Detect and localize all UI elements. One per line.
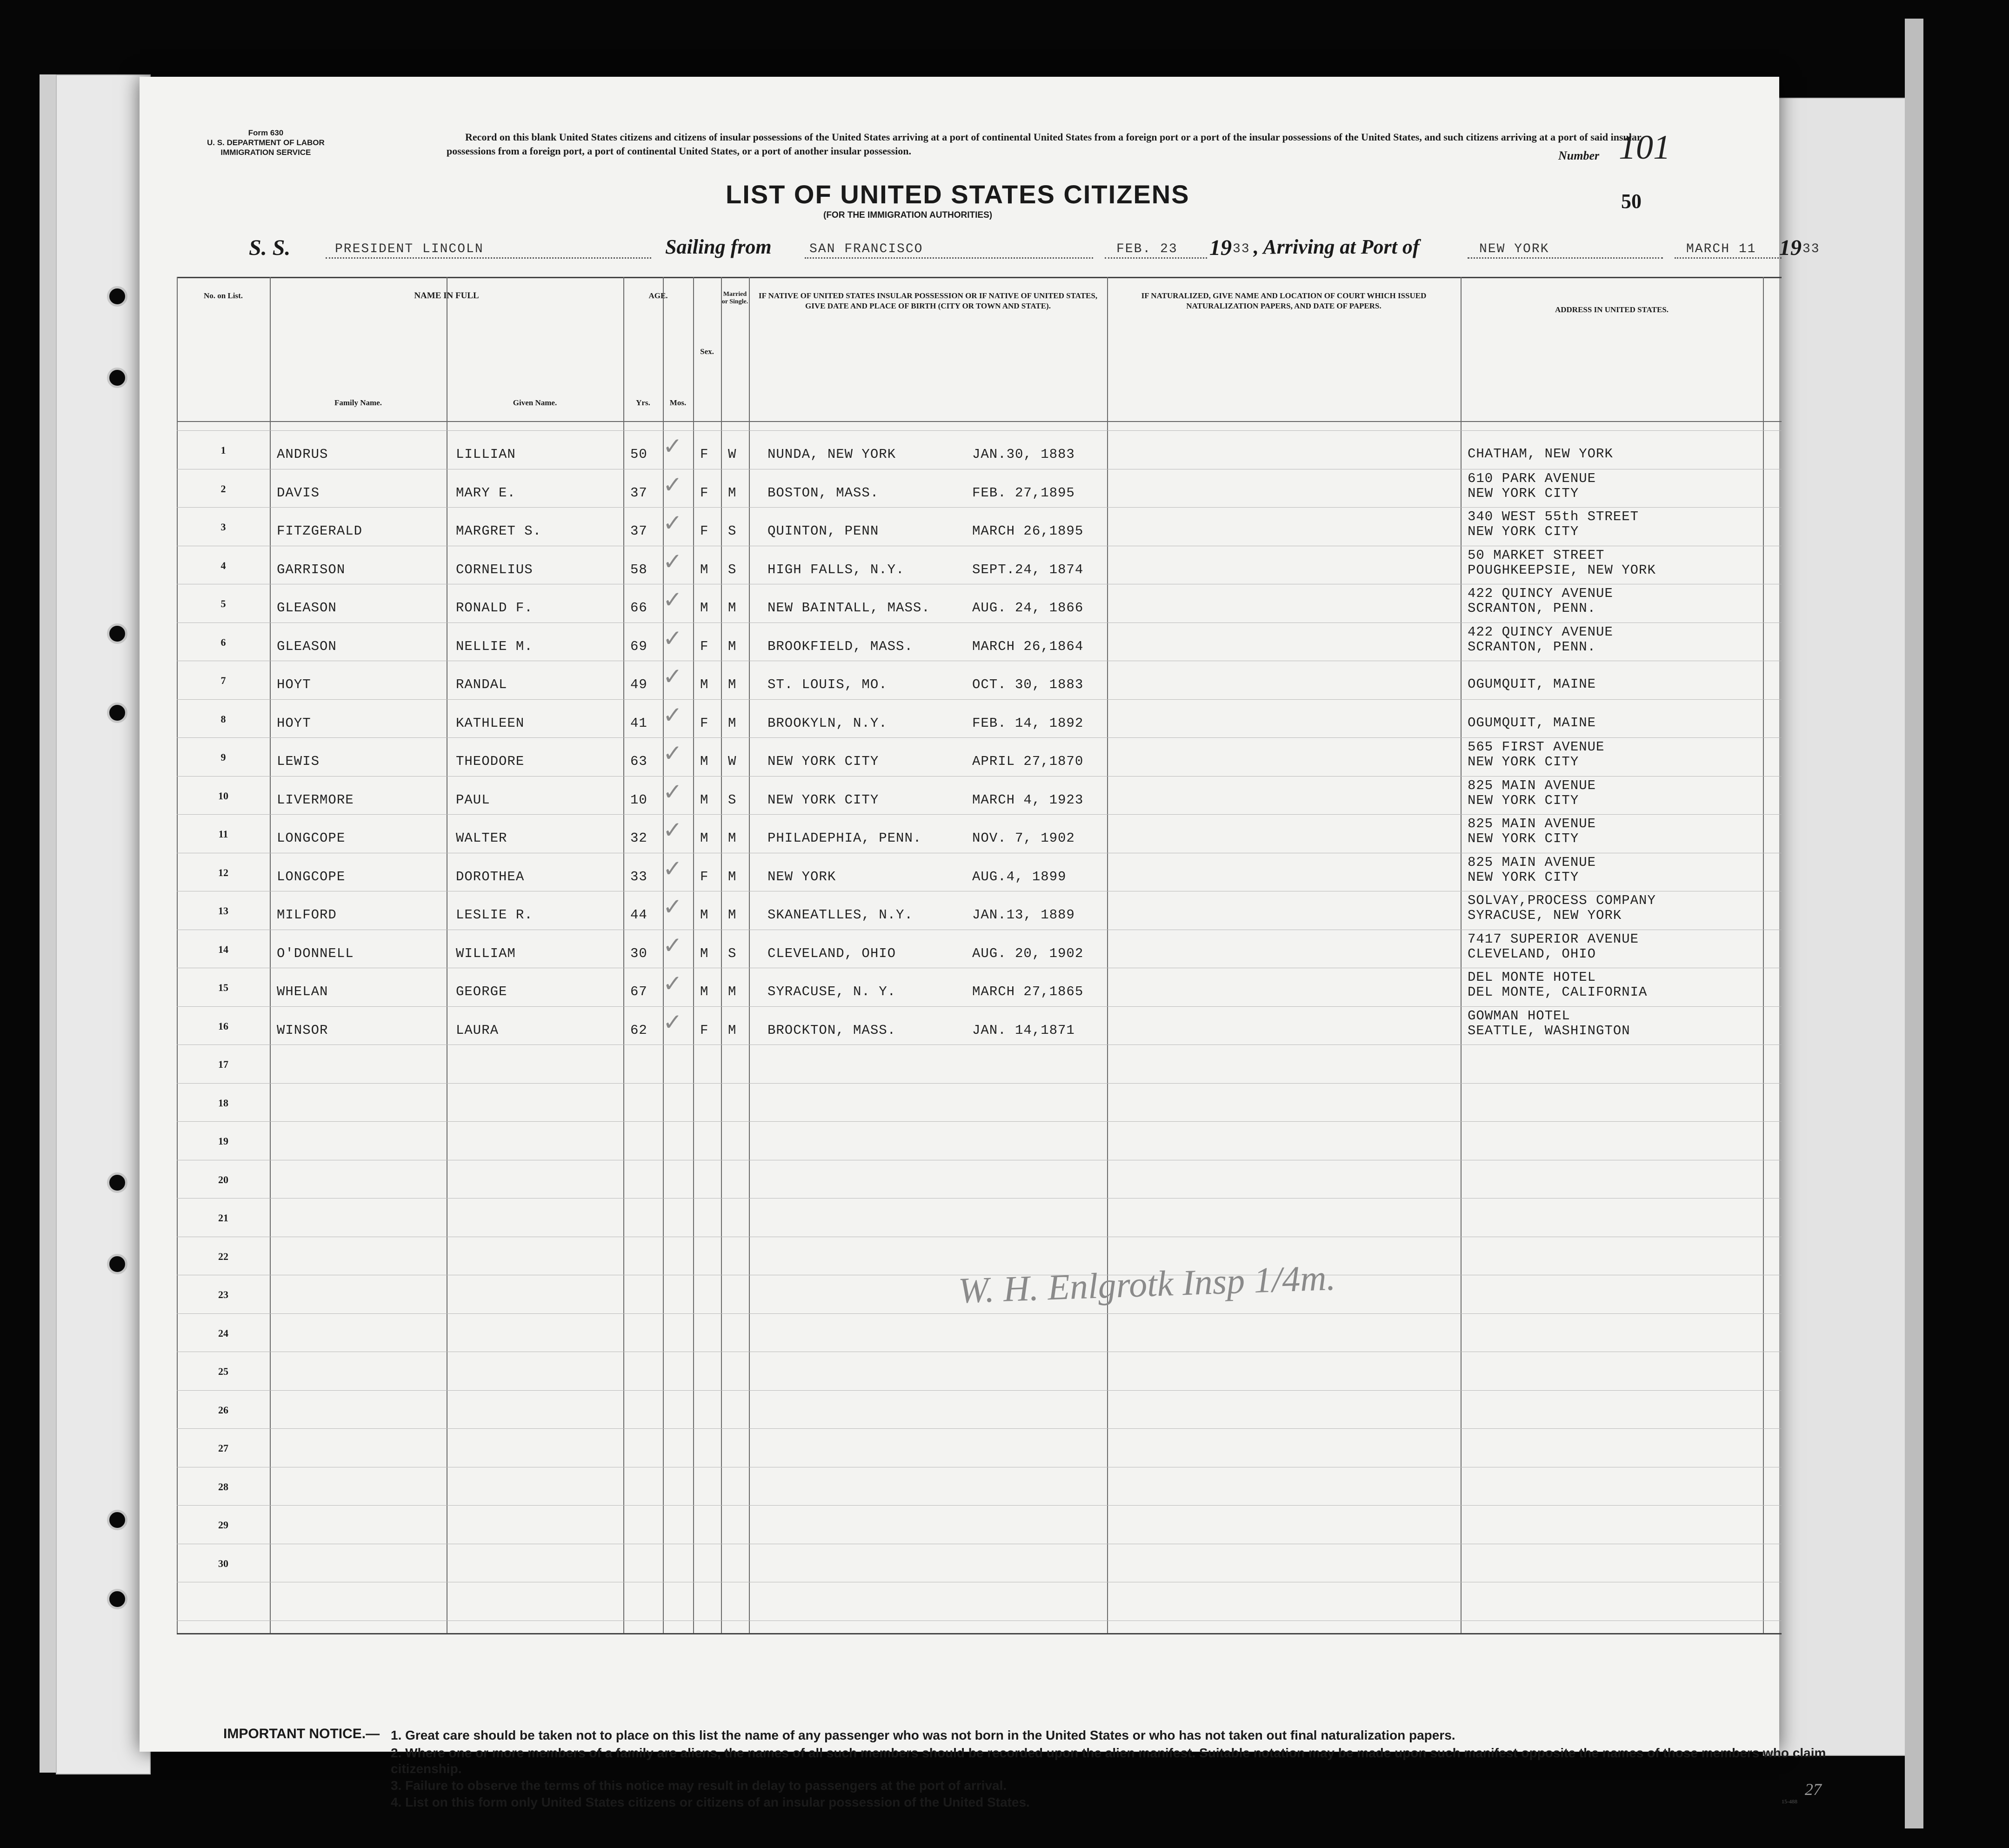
- given-name: KATHLEEN: [456, 715, 525, 731]
- address: [1468, 817, 1596, 846]
- col-divider: [270, 277, 271, 1633]
- birth-date: AUG. 20, 1902: [972, 945, 1084, 961]
- sex: F: [700, 869, 709, 884]
- sex: M: [700, 945, 709, 961]
- age-years: 44: [630, 907, 647, 923]
- address-line: 825 MAIN AVENUE: [1468, 854, 1596, 870]
- arrival-date-underline: [1675, 257, 1782, 259]
- address: [1468, 740, 1604, 770]
- address-line: OGUMQUIT, MAINE: [1468, 715, 1596, 730]
- check-mark: ✓: [663, 509, 682, 536]
- row-number: 6: [220, 636, 226, 648]
- given-name: WALTER: [456, 830, 507, 846]
- marital-status: M: [728, 638, 737, 654]
- given-name: LAURA: [456, 1022, 499, 1038]
- col-divider: [1763, 277, 1764, 1633]
- age-years: 32: [630, 830, 647, 846]
- row-number: 4: [220, 559, 226, 571]
- col-divider: [1107, 277, 1108, 1633]
- header-address: ADDRESS IN UNITED STATES.: [1555, 305, 1669, 314]
- given-name: WILLIAM: [456, 945, 516, 961]
- record-instructions: Record on this blank United States citizens and citizens of insular possessions of the United States arriving at a port of continental United States from a foreign port or a port of the insular possessions of the United States, and such citizens arriving at a port of said insular possessions from a foreign port, a port of continental United States, or a port of another insular possession.: [447, 131, 1642, 157]
- col-divider: [623, 277, 624, 1633]
- address: [1468, 471, 1596, 501]
- sex: F: [700, 485, 709, 501]
- age-years: 10: [630, 792, 647, 808]
- address-line: NEW YORK CITY: [1468, 869, 1579, 885]
- sex: M: [700, 830, 709, 846]
- check-mark: ✓: [663, 663, 682, 690]
- header-birth: IF NATIVE OF UNITED STATES INSULAR POSSESSION OR IF NATIVE OF UNITED STATES, GIVE DATE AND PLACE OF BIRTH (CITY OR TOWN AND STATE).: [758, 291, 1098, 310]
- marital-status: S: [728, 523, 737, 539]
- header-years: Yrs.: [636, 398, 650, 407]
- birth-place: HIGH FALLS, N.Y.: [768, 562, 905, 577]
- sex: M: [700, 562, 709, 577]
- check-mark: ✓: [663, 586, 682, 613]
- number-label: Number: [1558, 149, 1600, 162]
- address: [1468, 855, 1596, 885]
- marital-status: M: [728, 677, 737, 692]
- address: [1468, 716, 1596, 730]
- address-line: 340 WEST 55th STREET: [1468, 509, 1639, 524]
- row-rule: [177, 1428, 1782, 1429]
- address-line: DEL MONTE HOTEL: [1468, 970, 1596, 985]
- birth-date: MARCH 4, 1923: [972, 792, 1084, 808]
- form-code: 15-488: [1782, 1798, 1797, 1805]
- address: [1468, 893, 1656, 923]
- form-number: Form 630: [248, 128, 284, 137]
- row-number: 3: [220, 521, 226, 533]
- row-rule: [177, 1620, 1782, 1621]
- address-line: SEATTLE, WASHINGTON: [1468, 1023, 1630, 1038]
- family-name: WHELAN: [277, 984, 328, 999]
- departure-date: FEB. 23: [1116, 242, 1178, 256]
- back-page-right: [1763, 98, 1914, 1756]
- birth-place: NEW YORK CITY: [768, 754, 879, 769]
- row-number: 17: [218, 1058, 228, 1070]
- birth-date: AUG.4, 1899: [972, 869, 1067, 884]
- row-number: 5: [220, 598, 226, 609]
- arrival-date: MARCH 11: [1686, 242, 1756, 256]
- birth-place: SYRACUSE, N. Y.: [768, 984, 896, 999]
- marital-status: M: [728, 1022, 737, 1038]
- service-label: IMMIGRATION SERVICE: [220, 148, 311, 157]
- birth-place: NEW YORK: [768, 869, 836, 884]
- family-name: GLEASON: [277, 600, 337, 616]
- marital-status: M: [728, 869, 737, 884]
- sex: F: [700, 447, 709, 462]
- age-years: 69: [630, 638, 647, 654]
- given-name: GEORGE: [456, 984, 507, 999]
- row-number: 19: [218, 1135, 228, 1147]
- age-years: 33: [630, 869, 647, 884]
- given-name: NELLIE M.: [456, 638, 533, 654]
- age-years: 37: [630, 523, 647, 539]
- given-name: CORNELIUS: [456, 562, 533, 577]
- departure-year-prefix: 19: [1209, 235, 1232, 260]
- department-label: U. S. DEPARTMENT OF LABOR: [207, 138, 325, 147]
- birth-date: JAN.13, 1889: [972, 907, 1075, 923]
- check-mark: ✓: [663, 931, 682, 959]
- row-number: 22: [218, 1250, 228, 1262]
- row-number: 7: [220, 675, 226, 686]
- row-number: 11: [218, 828, 228, 840]
- address-line: GOWMAN HOTEL: [1468, 1008, 1570, 1024]
- port-to-underline: [1468, 257, 1663, 259]
- given-name: DOROTHEA: [456, 869, 525, 884]
- birth-date: MARCH 27,1865: [972, 984, 1084, 999]
- birth-place: BOSTON, MASS.: [768, 485, 879, 501]
- birth-date: OCT. 30, 1883: [972, 677, 1084, 692]
- header-naturalized: IF NATURALIZED, GIVE NAME AND LOCATION OF COURT WHICH ISSUED NATURALIZATION PAPERS, AND DATE OF PAPERS.: [1141, 291, 1427, 310]
- page-edge-right: [1905, 19, 1923, 1828]
- age-years: 58: [630, 562, 647, 577]
- header-name-in-full: NAME IN FULL: [414, 291, 479, 301]
- address-line: SCRANTON, PENN.: [1468, 601, 1596, 616]
- row-number: 23: [218, 1289, 228, 1300]
- row-rule: [177, 430, 1782, 431]
- birth-date: AUG. 24, 1866: [972, 600, 1084, 616]
- row-number: 29: [218, 1519, 228, 1531]
- birth-place: BROOKYLN, N.Y.: [768, 715, 888, 731]
- col-divider: [1461, 277, 1462, 1633]
- marital-status: M: [728, 907, 737, 923]
- ship-underline: [326, 257, 651, 259]
- row-rule: [177, 737, 1782, 738]
- marital-status: M: [728, 984, 737, 999]
- ss-label: S. S.: [249, 235, 291, 260]
- row-number: 20: [218, 1173, 228, 1185]
- check-mark: ✓: [663, 778, 682, 805]
- birth-place: NEW BAINTALL, MASS.: [768, 600, 930, 616]
- manifest-sheet: [140, 77, 1826, 1809]
- given-name: LESLIE R.: [456, 907, 533, 923]
- check-mark: ✓: [663, 855, 682, 882]
- family-name: LEWIS: [277, 754, 320, 769]
- binder-hole: [107, 1510, 127, 1530]
- header-married-single: Married or Single.: [721, 291, 748, 305]
- address: [1468, 509, 1639, 539]
- header-sex: Sex.: [700, 347, 714, 356]
- check-mark: ✓: [663, 471, 682, 498]
- birth-date: APRIL 27,1870: [972, 754, 1084, 769]
- col-divider: [177, 277, 178, 1633]
- row-number: 21: [218, 1212, 228, 1224]
- marital-status: M: [728, 715, 737, 731]
- address-line: NEW YORK CITY: [1468, 792, 1579, 808]
- address-line: NEW YORK CITY: [1468, 754, 1579, 770]
- row-rule: [177, 1313, 1782, 1314]
- pencil-page-count: 27: [1805, 1780, 1822, 1799]
- family-name: MILFORD: [277, 907, 337, 923]
- row-number: 8: [220, 713, 226, 725]
- address-line: SCRANTON, PENN.: [1468, 639, 1596, 655]
- row-rule: [177, 814, 1782, 815]
- table-top-border: [177, 277, 1782, 278]
- row-number: 27: [218, 1442, 228, 1454]
- form-identifier: [207, 128, 325, 157]
- col-divider: [749, 277, 750, 1633]
- sex: M: [700, 907, 709, 923]
- address-line: NEW YORK CITY: [1468, 524, 1579, 539]
- given-name: THEODORE: [456, 754, 525, 769]
- address-line: NEW YORK CITY: [1468, 831, 1579, 846]
- binder-hole: [107, 286, 127, 307]
- address: [1468, 586, 1613, 616]
- address-line: POUGHKEEPSIE, NEW YORK: [1468, 562, 1656, 578]
- family-name: LONGCOPE: [277, 869, 346, 884]
- row-number: 10: [218, 790, 228, 802]
- family-name: WINSOR: [277, 1022, 328, 1038]
- port-from-underline: [805, 257, 1093, 259]
- sex: F: [700, 638, 709, 654]
- birth-place: NUNDA, NEW YORK: [768, 447, 896, 462]
- binder-hole: [107, 1254, 127, 1274]
- birth-place: CLEVELAND, OHIO: [768, 945, 896, 961]
- address-line: 422 QUINCY AVENUE: [1468, 624, 1613, 640]
- row-rule: [177, 776, 1782, 777]
- family-name: LONGCOPE: [277, 830, 346, 846]
- header-bottom-border: [177, 421, 1782, 422]
- sex: F: [700, 523, 709, 539]
- row-number: 18: [218, 1097, 228, 1109]
- arrival-year-prefix: 19: [1779, 235, 1802, 260]
- address: [1468, 970, 1647, 1000]
- address: [1468, 447, 1613, 462]
- row-number: 14: [218, 943, 228, 955]
- binder-hole: [107, 623, 127, 644]
- row-number: 28: [218, 1480, 228, 1493]
- header-months: Mos.: [669, 398, 687, 407]
- row-number: 24: [218, 1327, 228, 1339]
- sex: M: [700, 754, 709, 769]
- binder-hole: [107, 1589, 127, 1609]
- age-years: 41: [630, 715, 647, 731]
- sex: M: [700, 677, 709, 692]
- sex: M: [700, 792, 709, 808]
- table-bottom-border: [177, 1633, 1782, 1634]
- inspector-signature: W. H. Enlgrotk Insp 1/4m.: [957, 1257, 1336, 1311]
- row-rule: [177, 1121, 1782, 1122]
- address-line: 7417 SUPERIOR AVENUE: [1468, 931, 1639, 947]
- given-name: LILLIAN: [456, 447, 516, 462]
- marital-status: S: [728, 945, 737, 961]
- address-line: NEW YORK CITY: [1468, 485, 1579, 501]
- age-years: 62: [630, 1022, 647, 1038]
- sex: F: [700, 1022, 709, 1038]
- marital-status: S: [728, 792, 737, 808]
- row-rule: [177, 1198, 1782, 1199]
- check-mark: ✓: [663, 817, 682, 844]
- age-years: 50: [630, 447, 647, 462]
- family-name: DAVIS: [277, 485, 320, 501]
- port-to: NEW YORK: [1479, 242, 1549, 256]
- header-given-name: Given Name.: [513, 398, 557, 407]
- ship-name: PRESIDENT LINCOLN: [335, 242, 484, 256]
- departure-date-underline: [1105, 257, 1207, 259]
- col-divider: [721, 277, 722, 1633]
- marital-status: W: [728, 447, 737, 462]
- address: [1468, 1009, 1630, 1038]
- sex: M: [700, 984, 709, 999]
- address-line: SOLVAY,PROCESS COMPANY: [1468, 893, 1656, 908]
- address: [1468, 625, 1613, 655]
- sex: M: [700, 600, 709, 616]
- row-number: 2: [220, 482, 226, 495]
- check-mark: ✓: [663, 433, 682, 460]
- family-name: O'DONNELL: [277, 945, 354, 961]
- address-line: DEL MONTE, CALIFORNIA: [1468, 984, 1648, 1000]
- family-name: LIVERMORE: [277, 792, 354, 808]
- birth-date: FEB. 27,1895: [972, 485, 1075, 501]
- birth-date: SEPT.24, 1874: [972, 562, 1084, 577]
- given-name: PAUL: [456, 792, 490, 808]
- birth-place: ST. LOUIS, MO.: [768, 677, 888, 692]
- address-line: OGUMQUIT, MAINE: [1468, 676, 1596, 692]
- notice-title: IMPORTANT NOTICE.—: [223, 1726, 380, 1741]
- birth-place: SKANEATLLES, N.Y.: [768, 907, 913, 923]
- age-years: 66: [630, 600, 647, 616]
- address-line: SYRACUSE, NEW YORK: [1468, 908, 1622, 923]
- row-rule: [177, 1390, 1782, 1391]
- binder-hole: [107, 368, 127, 388]
- family-name: GLEASON: [277, 638, 337, 654]
- birth-place: QUINTON, PENN: [768, 523, 879, 539]
- given-name: RANDAL: [456, 677, 507, 692]
- address-line: 565 FIRST AVENUE: [1468, 739, 1605, 755]
- given-name: RONALD F.: [456, 600, 533, 616]
- birth-date: JAN.30, 1883: [972, 447, 1075, 462]
- check-mark: ✓: [663, 548, 682, 575]
- given-name: MARGRET S.: [456, 523, 542, 539]
- row-number: 16: [218, 1020, 228, 1032]
- family-name: HOYT: [277, 677, 311, 692]
- marital-status: S: [728, 562, 737, 577]
- check-mark: ✓: [663, 893, 682, 920]
- birth-date: NOV. 7, 1902: [972, 830, 1075, 846]
- address-line: CLEVELAND, OHIO: [1468, 946, 1596, 962]
- row-number: 9: [220, 751, 226, 763]
- notice-item-3: 3. Failure to observe the terms of this notice may result in delay to passengers at the port of arrival.: [391, 1778, 1007, 1793]
- age-years: 49: [630, 677, 647, 692]
- header-no: No. on List.: [203, 291, 243, 300]
- row-number: 25: [218, 1366, 228, 1377]
- birth-date: MARCH 26,1895: [972, 523, 1084, 539]
- address-line: 825 MAIN AVENUE: [1468, 777, 1596, 793]
- birth-place: PHILADEPHIA, PENN.: [768, 830, 922, 846]
- address: [1468, 677, 1596, 692]
- address-line: CHATHAM, NEW YORK: [1468, 446, 1613, 462]
- address-line: 50 MARKET STREET: [1468, 547, 1605, 563]
- address: [1468, 548, 1656, 578]
- back-page-left: [56, 74, 151, 1774]
- address: [1468, 932, 1639, 962]
- row-rule: [177, 1083, 1782, 1084]
- birth-place: BROOKFIELD, MASS.: [768, 638, 913, 654]
- sex: F: [700, 715, 709, 731]
- sailing-from-label: Sailing from: [665, 235, 772, 258]
- birth-place: BROCKTON, MASS.: [768, 1022, 896, 1038]
- notice-item-4: 4. List on this form only United States citizens or citizens of an insular possession of the United States.: [391, 1795, 1030, 1809]
- row-number: 30: [218, 1557, 228, 1569]
- binder-hole: [107, 703, 127, 723]
- address-line: 422 QUINCY AVENUE: [1468, 586, 1613, 601]
- family-name: ANDRUS: [277, 447, 328, 462]
- notice-item-1: 1. Great care should be taken not to place on this list the name of any passenger who was not born in the United States or who has not taken out final naturalization papers.: [391, 1728, 1455, 1742]
- marital-status: M: [728, 830, 737, 846]
- row-rule: [177, 507, 1782, 508]
- row-number: 1: [220, 444, 226, 456]
- birth-date: JAN. 14,1871: [972, 1022, 1075, 1038]
- header-age: AGE.: [648, 291, 668, 300]
- family-name: HOYT: [277, 715, 311, 731]
- marital-status: M: [728, 485, 737, 501]
- age-years: 67: [630, 984, 647, 999]
- arriving-label: , Arriving at Port of: [1254, 235, 1420, 258]
- row-number: 12: [218, 866, 228, 878]
- row-rule: [177, 1006, 1782, 1007]
- page-number: 50: [1621, 190, 1642, 213]
- check-mark: ✓: [663, 624, 682, 652]
- notice-item-2: 2. Where one or more members of a family are aliens, the names of all such members should be recorded upon the alien manifest. Suitable notation may be made upon such manifest opposite the names of those members who claim citizenship.: [391, 1746, 1826, 1776]
- port-from: SAN FRANCISCO: [809, 242, 923, 256]
- marital-status: M: [728, 600, 737, 616]
- age-years: 30: [630, 945, 647, 961]
- row-rule: [177, 1505, 1782, 1506]
- birth-place: NEW YORK CITY: [768, 792, 879, 808]
- address-line: 610 PARK AVENUE: [1468, 470, 1596, 486]
- address: [1468, 778, 1596, 808]
- check-mark: ✓: [663, 740, 682, 767]
- age-years: 63: [630, 754, 647, 769]
- row-number: 26: [218, 1404, 228, 1416]
- row-number: 15: [218, 982, 228, 993]
- family-name: GARRISON: [277, 562, 346, 577]
- departure-year: 33: [1233, 242, 1250, 256]
- page-title: LIST OF UNITED STATES CITIZENS: [726, 180, 1190, 209]
- row-rule: [177, 699, 1782, 700]
- address-line: 825 MAIN AVENUE: [1468, 816, 1596, 831]
- check-mark: ✓: [663, 970, 682, 997]
- family-name: FITZGERALD: [277, 523, 363, 539]
- page-edge-left: [40, 74, 58, 1773]
- check-mark: ✓: [663, 1008, 682, 1036]
- row-number: 13: [218, 905, 228, 917]
- header-family-name: Family Name.: [334, 398, 382, 407]
- marital-status: W: [728, 754, 737, 769]
- list-number: 101: [1619, 128, 1670, 167]
- binder-hole: [107, 1172, 127, 1193]
- birth-date: FEB. 14, 1892: [972, 715, 1084, 731]
- age-years: 37: [630, 485, 647, 501]
- arrival-year: 33: [1802, 242, 1820, 256]
- given-name: MARY E.: [456, 485, 516, 501]
- page-subtitle: (FOR THE IMMIGRATION AUTHORITIES): [823, 210, 993, 220]
- birth-date: MARCH 26,1864: [972, 638, 1084, 654]
- col-divider: [693, 277, 694, 1633]
- check-mark: ✓: [663, 701, 682, 729]
